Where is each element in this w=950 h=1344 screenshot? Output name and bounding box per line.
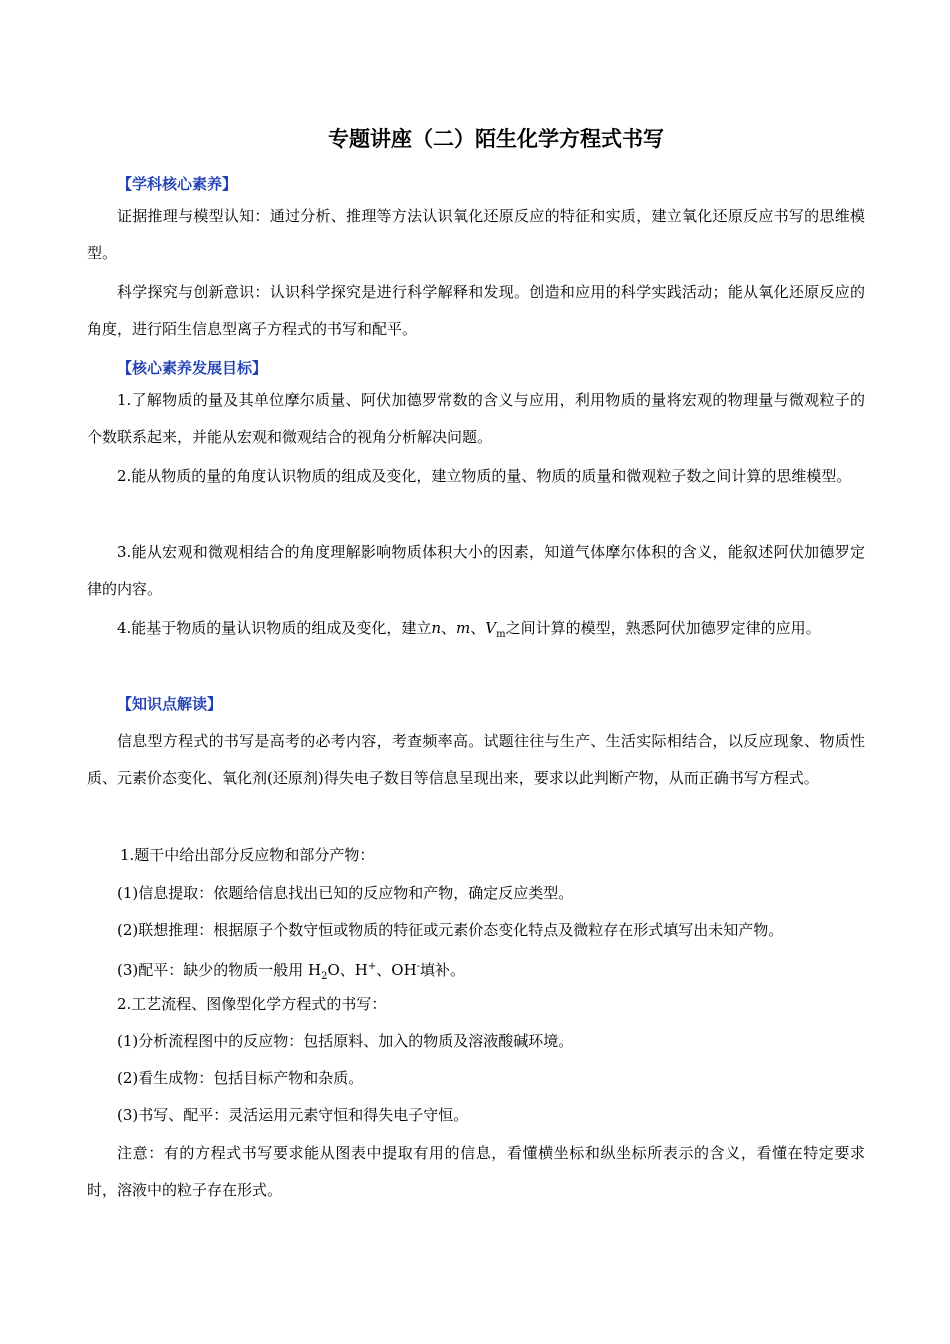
knowledge-item-2c: (3)书写、配平：灵活运用元素守恒和得失电子守恒。	[117, 1106, 469, 1124]
section-heading-core-literacy: 【学科核心素养】	[117, 175, 238, 193]
goal-paragraph-2: 2.能从物质的量的角度认识物质的组成及变化，建立物质的量、物质的质量和微观粒子数之间计算的思维模型。	[117, 467, 852, 485]
goal-paragraph-3: 3.能从宏观和微观相结合的角度理解影响物质体积大小的因素，知道气体摩尔体积的含义，能叙述阿伏加德罗定律的内容。	[87, 543, 865, 598]
goal-paragraph-1: 1.了解物质的量及其单位摩尔质量、阿伏加德罗常数的含义与应用，利用物质的量将宏观的物理量与微观粒子的个数联系起来，并能从宏观和微观结合的视角分析解决问题。	[87, 391, 865, 446]
knowledge-item-1a: (1)信息提取：依题给信息找出已知的反应物和产物，确定反应类型。	[117, 884, 574, 902]
symbol-m: m	[456, 619, 471, 637]
goal-4-text-end: 之间计算的模型，熟悉阿伏加德罗定律的应用。	[505, 619, 821, 637]
item-1c-text-o: O、H	[327, 961, 368, 979]
knowledge-item-1b: (2)联想推理：根据原子个数守恒或物质的特征或元素价态变化特点及微粒存在形式填写出未知产物。	[117, 921, 784, 939]
goal-paragraph-4	[87, 610, 865, 653]
item-1c-text-start: (3)配平：缺少的物质一般用 H	[117, 961, 322, 979]
goal-4-text-start: 4.能基于物质的量认识物质的组成及变化，建立	[117, 619, 432, 637]
oh-minus-superscript: -	[416, 961, 421, 972]
h2o-subscript: 2	[321, 971, 328, 982]
knowledge-item-2b: (2)看生成物：包括目标产物和杂质。	[117, 1069, 364, 1087]
knowledge-note: 注意：有的方程式书写要求能从图表中提取有用的信息，看懂横坐标和纵坐标所表示的含义，看懂在特定要求时，溶液中的粒子存在形式。	[87, 1144, 865, 1199]
knowledge-item-1c	[117, 957, 865, 987]
knowledge-item-2: 2.工艺流程、图像型化学方程式的书写：	[117, 995, 387, 1013]
item-1c-text-oh: 、OH	[376, 961, 417, 979]
section-heading-development-goals: 【核心素养发展目标】	[117, 359, 268, 377]
knowledge-item-2a: (1)分析流程图中的反应物：包括原料、加入的物质及溶液酸碱环境。	[117, 1032, 574, 1050]
section-heading-knowledge: 【知识点解读】	[117, 695, 223, 713]
h-plus-superscript: +	[367, 961, 377, 972]
knowledge-intro: 信息型方程式的书写是高考的必考内容，考查频率高。试题往往与生产、生活实际相结合，以反应现象、物质性质、元素价态变化、氧化剂(还原剂)得失电子数目等信息呈现出来，要求以此判断产物，从而正确书写方程式。	[87, 732, 865, 787]
core-paragraph-1: 证据推理与模型认知：通过分析、推理等方法认识氧化还原反应的特征和实质，建立氧化还原反应书写的思维模型。	[87, 207, 865, 262]
separator: 、	[441, 619, 457, 637]
symbol-n: n	[431, 619, 441, 637]
page-title: 专题讲座（二）陌生化学方程式书写	[328, 127, 664, 151]
symbol-v: V	[485, 619, 497, 637]
separator: 、	[470, 619, 486, 637]
symbol-v-subscript: m	[496, 629, 506, 640]
item-1c-text-end: 填补。	[420, 961, 466, 979]
core-paragraph-2: 科学探究与创新意识：认识科学探究是进行科学解释和发现。创造和应用的科学实践活动；能从氧化还原反应的角度，进行陌生信息型离子方程式的书写和配平。	[87, 283, 865, 338]
knowledge-item-1: 1.题干中给出部分反应物和部分产物：	[120, 846, 375, 864]
